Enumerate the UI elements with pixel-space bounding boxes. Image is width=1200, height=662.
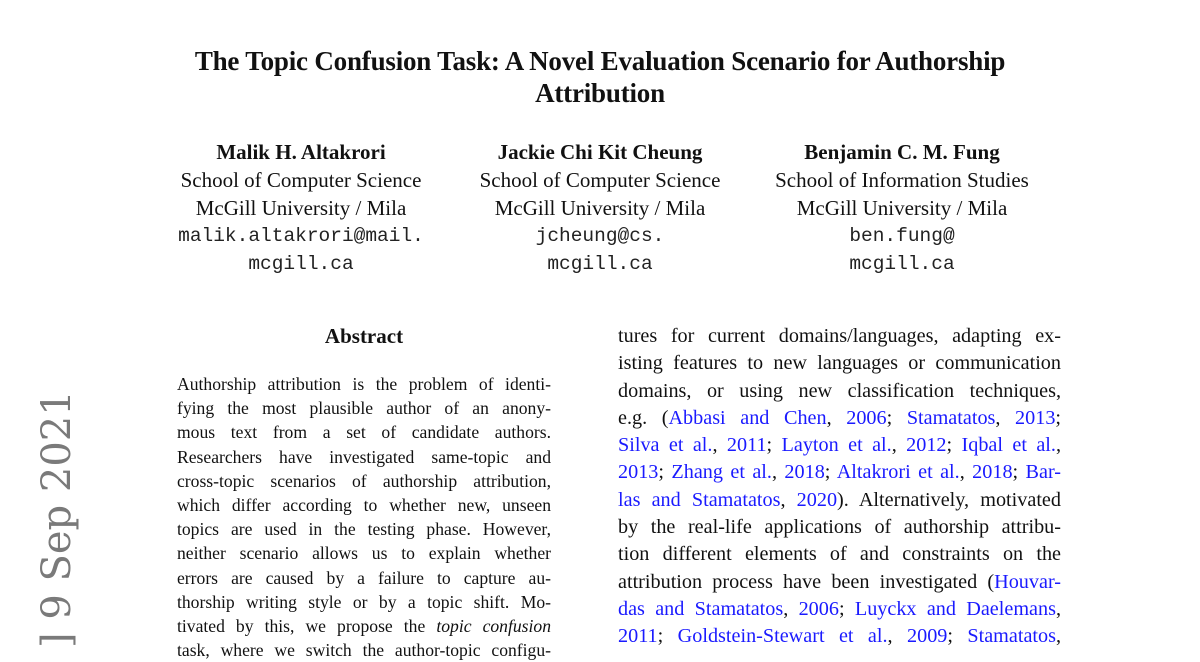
author-institution: McGill University / Mila [494, 196, 706, 220]
author-email-line-2: mcgill.ca [248, 253, 354, 275]
body-line: tion different elements of and constraints on the [618, 543, 1061, 566]
abstract-line: thorship writing style or by a topic shift. Mo- [177, 591, 551, 612]
author-3 [752, 138, 1052, 278]
body-text: ; [1012, 461, 1026, 484]
body-line [618, 623, 1061, 650]
body-text: , [959, 461, 973, 484]
citation-link[interactable]: Layton et al. [781, 434, 892, 457]
abstract-line: Researchers have investigated same-topic and [177, 446, 551, 467]
body-line: domains, or using new classification techniques, [618, 379, 1061, 402]
abstract-body [177, 372, 551, 662]
abstract-text: tivated by this, we propose the [177, 616, 437, 637]
body-line: tures for current domains/languages, adapting ex- [618, 325, 1061, 347]
body-text: , [780, 488, 797, 511]
citation-year-link[interactable]: 2020 [796, 488, 838, 511]
author-affiliation: School of Computer Science [479, 168, 721, 192]
abstract-line: errors are caused by a failure to capture au- [177, 567, 551, 588]
body-text: e.g. ( [618, 406, 669, 429]
citation-year-link[interactable]: 2011 [618, 625, 658, 648]
author-1 [151, 138, 451, 278]
body-text: ; [1055, 406, 1062, 429]
abstract-line: mous text from a set of candidate authors. [177, 422, 551, 443]
body-line: by the real-life applications of authorship attribu- [618, 516, 1061, 539]
abstract-line: cross-topic scenarios of authorship attribution, [177, 470, 551, 491]
title-line-1: The Topic Confusion Task: A Novel Evaluation Scenario for Authorship [194, 46, 1006, 76]
citation-year-link[interactable]: 2011 [726, 434, 767, 457]
body-text: , [712, 434, 727, 457]
abstract-line: fying the most plausible author of an anony- [177, 398, 551, 419]
abstract-line: neither scenario allows us to explain whether [177, 543, 551, 564]
citation-year-link[interactable]: 2018 [972, 461, 1013, 484]
body-text: , [1055, 597, 1061, 620]
paper-title [100, 45, 1100, 109]
body-text: ; [658, 461, 672, 484]
body-text: attribution process have been investigated ( [618, 570, 995, 593]
citation-link[interactable]: Bar- [1025, 461, 1062, 484]
body-text: , [771, 461, 785, 484]
body-text: , [1055, 625, 1062, 648]
abstract-line: which differ according to whether new, unseen [177, 495, 551, 516]
author-institution: McGill University / Mila [796, 196, 1008, 220]
body-text: , [887, 625, 907, 648]
body-text: , [1055, 434, 1062, 457]
citation-year-link[interactable]: 2009 [907, 625, 948, 648]
abstract-line: topics are used in the testing phase. However, [177, 519, 551, 540]
citation-link[interactable]: Luyckx and Daelemans [854, 597, 1056, 620]
citation-link[interactable]: Stamatatos [967, 625, 1056, 648]
body-text: ; [824, 461, 837, 484]
citation-link[interactable]: las and Stamatatos [618, 488, 781, 511]
citation-link[interactable]: Silva et al. [618, 434, 713, 457]
body-text: ; [657, 625, 678, 648]
body-text: , [995, 406, 1016, 429]
body-text: , [783, 597, 799, 620]
body-line [618, 487, 1061, 514]
citation-link[interactable]: Goldstein-Stewart et al. [677, 625, 888, 648]
citation-link[interactable]: Zhang et al. [671, 461, 772, 484]
emphasized-term: topic confusion [436, 616, 551, 637]
abstract-line-partial: task, where we switch the author-topic configu- [177, 640, 551, 661]
body-text: ). Alternatively, motivated [837, 488, 1061, 511]
body-text: ; [947, 625, 968, 648]
citation-link[interactable]: Altakrori et al. [836, 461, 960, 484]
author-email-line-1: malik.altakrori@mail. [178, 225, 424, 247]
body-text: ; [886, 406, 907, 429]
citation-link[interactable]: Stamatatos [906, 406, 996, 429]
author-email-line-1: ben.fung@ [849, 225, 955, 247]
author-affiliation: School of Computer Science [180, 168, 422, 192]
body-line: isting features to new languages or communication [618, 352, 1061, 375]
citation-link[interactable]: Iqbal et al. [961, 434, 1056, 457]
intro-column [618, 323, 1061, 651]
author-name: Malik H. Altakrori [216, 140, 386, 164]
citation-year-link[interactable]: 2018 [784, 461, 825, 484]
arxiv-stamp: ] 9 Sep 2021 [34, 390, 80, 648]
citation-link[interactable]: Houvar- [994, 570, 1061, 593]
body-line [618, 459, 1061, 486]
author-name: Jackie Chi Kit Cheung [497, 140, 703, 164]
author-name: Benjamin C. M. Fung [804, 140, 1000, 164]
citation-year-link[interactable]: 2012 [906, 434, 947, 457]
abstract-line [177, 614, 551, 638]
citation-link[interactable]: Abbasi and Chen [668, 406, 827, 429]
citation-year-link[interactable]: 2006 [798, 597, 839, 620]
body-text: , [826, 406, 847, 429]
body-line [618, 569, 1061, 596]
citation-year-link[interactable]: 2006 [846, 406, 887, 429]
body-text: ; [766, 434, 782, 457]
abstract-heading: Abstract [324, 324, 404, 348]
title-line-2: Attribution [535, 78, 665, 108]
citation-year-link[interactable]: 2013 [618, 461, 659, 484]
author-email-line-2: mcgill.ca [547, 253, 653, 275]
author-email-line-1: jcheung@cs. [535, 225, 665, 247]
author-2 [450, 138, 750, 278]
body-text: ; [838, 597, 855, 620]
citation-year-link[interactable]: 2013 [1015, 406, 1056, 429]
citation-link[interactable]: das and Stamatatos [618, 597, 784, 620]
author-email-line-2: mcgill.ca [849, 253, 955, 275]
body-text: , [891, 434, 907, 457]
author-institution: McGill University / Mila [195, 196, 407, 220]
body-line [618, 596, 1061, 623]
author-affiliation: School of Information Studies [775, 168, 1029, 192]
body-line [618, 405, 1061, 432]
abstract-line: Authorship attribution is the problem of identi- [177, 374, 551, 394]
body-line [618, 432, 1061, 459]
body-text: ; [946, 434, 962, 457]
